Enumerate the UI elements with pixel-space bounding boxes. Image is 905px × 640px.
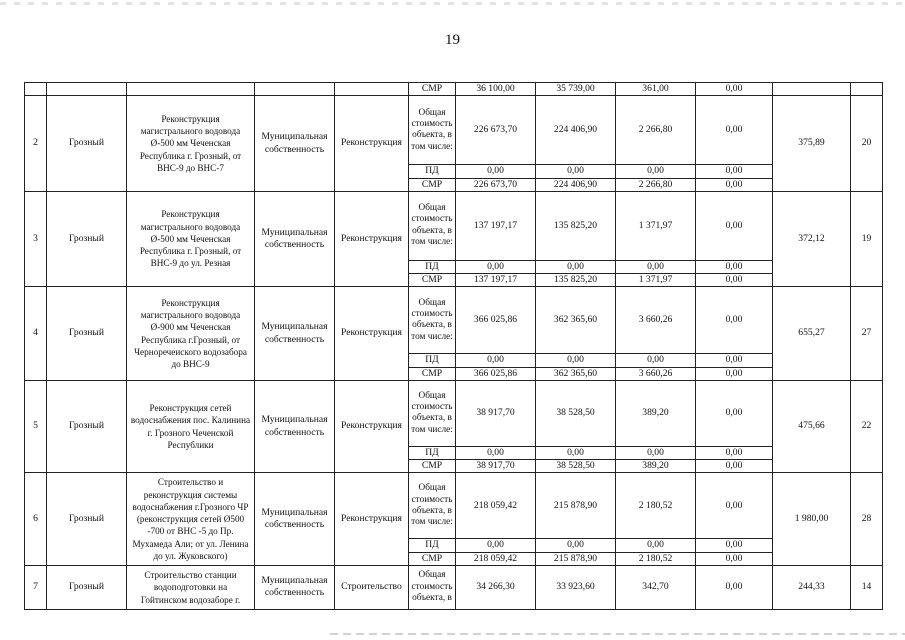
item-number: 5 — [25, 380, 47, 473]
regional-budget: 1 371,97 — [616, 274, 696, 287]
objects-table — [24, 82, 883, 610]
regional-budget: 2 266,80 — [616, 96, 696, 165]
municipal-budget: 0,00 — [696, 83, 773, 96]
federal-budget: 0,00 — [536, 165, 616, 178]
capacity: 375,89 — [773, 96, 851, 192]
total-cost: 226 673,70 — [456, 178, 536, 191]
item-number: 3 — [25, 191, 47, 287]
object-name: Строительство станции водоподготовки на Гойтинском водозаборе г. — [127, 565, 255, 609]
cost-label: Общая стоимость объекта, в том числе: — [409, 287, 456, 354]
regional-budget: 1 371,97 — [616, 191, 696, 260]
municipal-budget: 0,00 — [696, 165, 773, 178]
regional-budget: 2 266,80 — [616, 178, 696, 191]
scan-artifact-top — [0, 2, 905, 5]
object-name: Строительство и реконструкция системы водоснабжения г.Грозного ЧР (реконструкция сетей Ø500 -700 от ВНС -5 до Пр. Мухамеда Али; от ул. Ленина до ул. Жуковского) — [127, 473, 255, 566]
term: 22 — [851, 380, 883, 473]
object-name: Реконструкция магистрального водовода Ø-500 мм Чеченская Республика г. Грозный, от ВНС-9 до ул. Резная — [127, 191, 255, 287]
total-cost: 0,00 — [456, 354, 536, 367]
term: 14 — [851, 565, 883, 609]
cost-label: ПД — [409, 539, 456, 552]
federal-budget: 135 825,20 — [536, 191, 616, 260]
regional-budget: 342,70 — [616, 565, 696, 609]
municipal-budget: 0,00 — [696, 539, 773, 552]
ownership: Муниципальная собственность — [255, 96, 335, 192]
total-cost: 38 917,70 — [456, 380, 536, 446]
federal-budget: 215 878,90 — [536, 473, 616, 539]
federal-budget: 0,00 — [536, 354, 616, 367]
cost-label: Общая стоимость объекта, в том числе: — [409, 473, 456, 539]
regional-budget: 0,00 — [616, 354, 696, 367]
municipal-budget: 0,00 — [696, 565, 773, 609]
federal-budget: 0,00 — [536, 539, 616, 552]
total-cost: 34 266,30 — [456, 565, 536, 609]
total-cost: 0,00 — [456, 446, 536, 459]
total-cost: 218 059,42 — [456, 473, 536, 539]
municipal-budget: 0,00 — [696, 191, 773, 260]
regional-budget: 2 180,52 — [616, 552, 696, 565]
page-number: 19 — [445, 32, 460, 48]
total-cost: 0,00 — [456, 539, 536, 552]
regional-budget: 0,00 — [616, 539, 696, 552]
federal-budget: 38 528,50 — [536, 460, 616, 473]
municipal-budget: 0,00 — [696, 552, 773, 565]
item-number: 6 — [25, 473, 47, 566]
total-cost: 137 197,17 — [456, 191, 536, 260]
item-number: 4 — [25, 287, 47, 381]
municipal-budget: 0,00 — [696, 460, 773, 473]
cost-label: СМР — [409, 552, 456, 565]
ownership: Муниципальная собственность — [255, 380, 335, 473]
table-row — [25, 380, 883, 446]
federal-budget: 215 878,90 — [536, 552, 616, 565]
total-cost: 366 025,86 — [456, 367, 536, 380]
federal-budget: 0,00 — [536, 260, 616, 273]
work-type: Реконструкция — [335, 96, 409, 192]
regional-budget: 3 660,26 — [616, 287, 696, 354]
cost-label: ПД — [409, 260, 456, 273]
item-number: 7 — [25, 565, 47, 609]
object-name: Реконструкция магистрального водовода Ø-500 мм Чеченская Республика г. Грозный, от ВНС-9 до ВНС-7 — [127, 96, 255, 192]
cost-label: СМР — [409, 460, 456, 473]
capacity: 655,27 — [773, 287, 851, 381]
federal-budget: 35 739,00 — [536, 83, 616, 96]
table-row — [25, 96, 883, 165]
municipal-budget: 0,00 — [696, 287, 773, 354]
total-cost: 226 673,70 — [456, 96, 536, 165]
cost-label: СМР — [409, 83, 456, 96]
federal-budget: 0,00 — [536, 446, 616, 459]
federal-budget: 38 528,50 — [536, 380, 616, 446]
cost-label: ПД — [409, 446, 456, 459]
work-type: Реконструкция — [335, 191, 409, 287]
capacity: 1 980,00 — [773, 473, 851, 566]
municipal-budget: 0,00 — [696, 354, 773, 367]
municipal-budget: 0,00 — [696, 380, 773, 446]
work-type: Реконструкция — [335, 287, 409, 381]
regional-budget: 2 180,52 — [616, 473, 696, 539]
capacity: 244,33 — [773, 565, 851, 609]
regional-budget: 361,00 — [616, 83, 696, 96]
ownership: Муниципальная собственность — [255, 191, 335, 287]
ownership: Муниципальная собственность — [255, 287, 335, 381]
term: 20 — [851, 96, 883, 192]
table-row — [25, 83, 883, 96]
cost-label: Общая стоимость объекта, в том числе: — [409, 380, 456, 446]
total-cost: 218 059,42 — [456, 552, 536, 565]
total-cost: 36 100,00 — [456, 83, 536, 96]
cost-label: СМР — [409, 274, 456, 287]
regional-budget: 0,00 — [616, 260, 696, 273]
table-row — [25, 473, 883, 539]
city: Грозный — [47, 473, 127, 566]
term: 27 — [851, 287, 883, 381]
capacity: 372,12 — [773, 191, 851, 287]
object-name: Реконструкция сетей водоснабжения пос. Калинина г. Грозного Чеченской Республики — [127, 380, 255, 473]
municipal-budget: 0,00 — [696, 446, 773, 459]
municipal-budget: 0,00 — [696, 96, 773, 165]
total-cost: 137 197,17 — [456, 274, 536, 287]
city: Грозный — [47, 287, 127, 381]
cost-label: ПД — [409, 354, 456, 367]
cost-label: Общая стоимость объекта, в том числе: — [409, 191, 456, 260]
object-name: Реконструкция магистрального водовода Ø-900 мм Чеченская Республика г.Грозный, от Черноречеиского водозабора до ВНС-9 — [127, 287, 255, 381]
term: 28 — [851, 473, 883, 566]
federal-budget: 362 365,60 — [536, 287, 616, 354]
city: Грозный — [47, 380, 127, 473]
municipal-budget: 0,00 — [696, 274, 773, 287]
ownership: Муниципальная собственность — [255, 473, 335, 566]
regional-budget: 389,20 — [616, 460, 696, 473]
scan-artifact-bottom — [330, 633, 905, 635]
municipal-budget: 0,00 — [696, 473, 773, 539]
item-number: 2 — [25, 96, 47, 192]
work-type: Реконструкция — [335, 380, 409, 473]
regional-budget: 0,00 — [616, 446, 696, 459]
total-cost: 366 025,86 — [456, 287, 536, 354]
federal-budget: 224 406,90 — [536, 178, 616, 191]
total-cost: 38 917,70 — [456, 460, 536, 473]
cost-label: СМР — [409, 367, 456, 380]
work-type: Строительство — [335, 565, 409, 609]
regional-budget: 3 660,26 — [616, 367, 696, 380]
federal-budget: 224 406,90 — [536, 96, 616, 165]
table-row — [25, 191, 883, 260]
city: Грозный — [47, 191, 127, 287]
total-cost: 0,00 — [456, 165, 536, 178]
federal-budget: 135 825,20 — [536, 274, 616, 287]
federal-budget: 33 923,60 — [536, 565, 616, 609]
municipal-budget: 0,00 — [696, 260, 773, 273]
total-cost: 0,00 — [456, 260, 536, 273]
city: Грозный — [47, 96, 127, 192]
table-row — [25, 287, 883, 354]
municipal-budget: 0,00 — [696, 178, 773, 191]
ownership: Муниципальная собственность — [255, 565, 335, 609]
cost-label: СМР — [409, 178, 456, 191]
capacity: 475,66 — [773, 380, 851, 473]
cost-label: Общая стоимость объекта, в — [409, 565, 456, 609]
federal-budget: 362 365,60 — [536, 367, 616, 380]
term: 19 — [851, 191, 883, 287]
work-type: Реконструкция — [335, 473, 409, 566]
cost-label: ПД — [409, 165, 456, 178]
city: Грозный — [47, 565, 127, 609]
table-row — [25, 565, 883, 609]
regional-budget: 0,00 — [616, 165, 696, 178]
cost-label: Общая стоимость объекта, в том числе: — [409, 96, 456, 165]
municipal-budget: 0,00 — [696, 367, 773, 380]
regional-budget: 389,20 — [616, 380, 696, 446]
